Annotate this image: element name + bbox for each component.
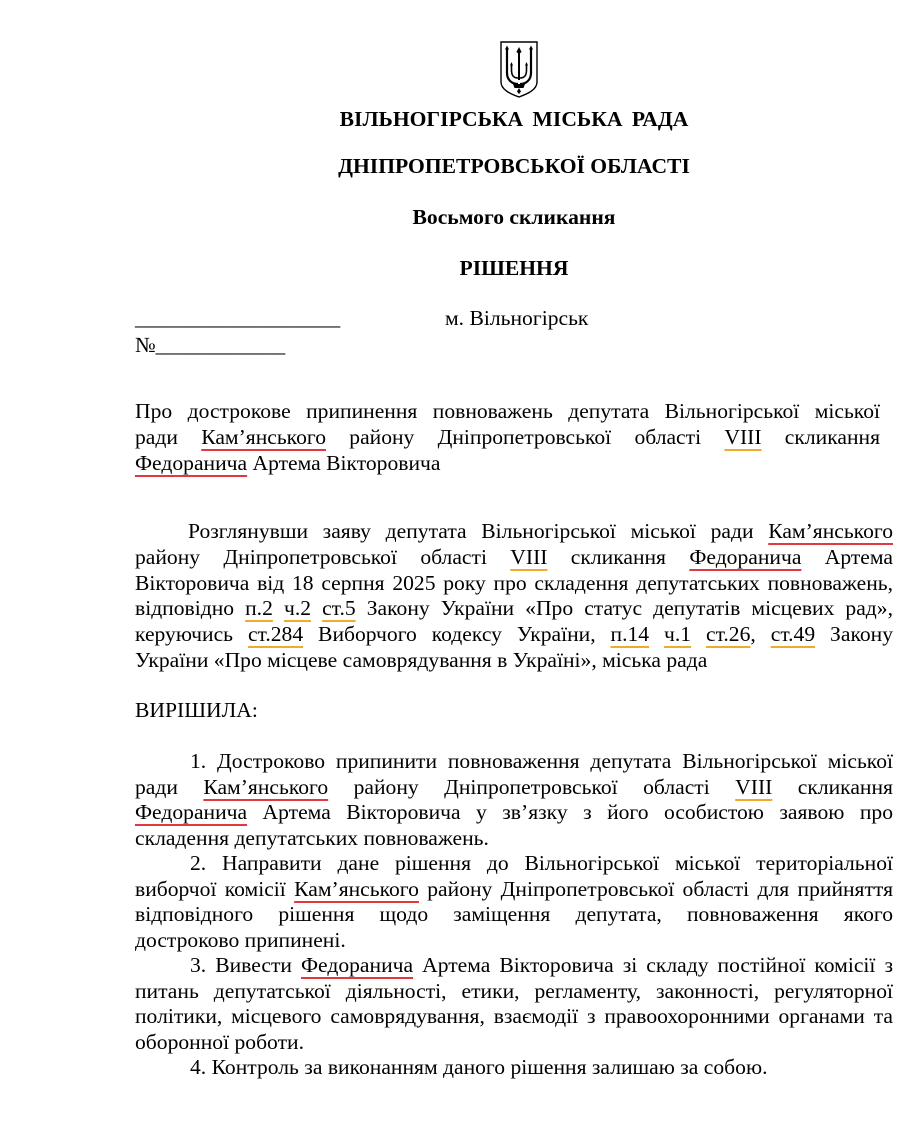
date-field: ___________________ (135, 306, 341, 330)
region-name: ДНІПРОПЕТРОВСЬКОЇ ОБЛАСТІ (338, 154, 690, 178)
text-run: 3. Вивести (190, 953, 301, 977)
text-line (135, 648, 893, 674)
text-run: Закону (815, 622, 893, 647)
text-run: Про дострокове припинення повноважень депутата Вільногірської міської (135, 399, 880, 423)
proofing-flagged-word[interactable]: ч.2 (283, 596, 312, 621)
text-line (135, 775, 893, 801)
proofing-flagged-word[interactable]: VIII (510, 544, 548, 569)
preamble-paragraph (135, 519, 893, 674)
text-line (135, 545, 893, 571)
proofing-flagged-word[interactable]: Федоранича (689, 544, 802, 569)
text-run (649, 622, 664, 646)
text-run: політики, місцевого самоврядування, взаємодії з правоохоронними органами та (135, 1004, 893, 1028)
text-run: району Дніпропетровської області (326, 425, 725, 449)
proofing-flagged-word[interactable]: Кам’янського (201, 425, 326, 449)
text-run: , (750, 622, 771, 647)
proofing-flagged-word[interactable]: ч.1 (664, 622, 692, 647)
text-line (135, 622, 893, 648)
text-run (273, 596, 284, 620)
proofing-flagged-word[interactable]: ст.49 (770, 622, 816, 647)
text-line (135, 450, 880, 476)
text-line (135, 398, 880, 424)
text-run: району Дніпропетровської області (135, 544, 511, 569)
text-line (135, 1030, 893, 1056)
proofing-flagged-word[interactable]: ст.5 (322, 596, 356, 621)
decision-item-1 (135, 749, 893, 851)
text-line (135, 979, 893, 1005)
proofing-flagged-word[interactable]: Кам’янського (203, 774, 329, 799)
proofing-flagged-word[interactable]: ст.26 (706, 622, 751, 647)
text-run: Виборчого кодексу України, (303, 622, 611, 647)
text-run: України «Про місцеве самоврядування в Україні», міська рада (135, 647, 708, 672)
resolution-heading: ВИРІШИЛА: (135, 698, 258, 722)
proofing-flagged-word[interactable]: Кам’янського (768, 519, 893, 543)
text-run: 1. Достроково припинити повноваження депутата Вільногірської міської (190, 749, 893, 773)
decision-subject (135, 398, 880, 476)
text-line (135, 851, 893, 877)
decision-item-4 (135, 1055, 893, 1081)
text-run: району Дніпропетровської області для прийняття (418, 876, 894, 901)
text-line (135, 424, 880, 450)
text-line (135, 902, 893, 928)
text-run: виборчої комісії (135, 876, 295, 901)
text-line (135, 800, 893, 826)
document-type-title: РІШЕННЯ (459, 256, 569, 280)
text-run: оборонної роботи. (135, 1029, 304, 1054)
text-line (135, 519, 893, 545)
decision-item-2 (135, 851, 893, 953)
proofing-flagged-word[interactable]: ст.284 (247, 622, 304, 647)
proofing-flagged-word[interactable]: Кам’янського (294, 876, 419, 901)
proofing-flagged-word[interactable]: п.14 (610, 622, 650, 647)
text-run: відповідно (135, 596, 246, 621)
text-run: скликання (547, 544, 690, 569)
text-run: відповідного рішення щодо заміщення депутата, повноваження якого (135, 902, 893, 926)
proofing-flagged-word[interactable]: Федоранича (300, 953, 414, 977)
convocation-label: Восьмого скликання (412, 205, 616, 229)
text-run: питань депутатської діяльності, етики, регламенту, законності, регуляторної (135, 978, 893, 1003)
text-line (135, 877, 893, 903)
text-run (311, 596, 322, 620)
text-line (135, 596, 893, 622)
council-name: ВІЛЬНОГІРСЬКА МІСЬКА РАДА (339, 107, 689, 131)
text-run: керуючись (135, 622, 248, 647)
city-label: м. Вільногірськ (445, 306, 589, 330)
text-run: Розглянувши заяву депутата Вільногірської міської ради (188, 519, 769, 543)
text-run: Вікторовича від 18 серпня 2025 року про складення депутатських повноважень, (135, 570, 893, 595)
text-run: 2. Направити дане рішення до Вільногірської міської територіальної (190, 851, 893, 875)
text-run: Артема Вікторовича у зв’язку з його особистою заявою про (247, 800, 893, 824)
text-run: Артема Вікторовича зі складу постійної комісії з (413, 953, 893, 977)
text-run: ради (135, 425, 202, 449)
number-field: №____________ (135, 333, 286, 357)
text-line (135, 826, 893, 852)
text-run: району Дніпропетровської області (328, 774, 736, 799)
text-run: 4. Контроль за виконанням даного рішення залишаю за собою. (190, 1055, 768, 1079)
coat-of-arms-icon (499, 40, 539, 98)
text-run (691, 622, 706, 646)
text-line (135, 1004, 893, 1030)
text-run: достроково припинені. (135, 927, 346, 952)
text-run: складення депутатських повноважень. (135, 825, 489, 850)
proofing-flagged-word[interactable]: VIII (724, 425, 762, 449)
text-run: скликання (772, 774, 893, 799)
decision-items (135, 749, 893, 1081)
text-line (135, 1055, 893, 1081)
text-run: Артема (801, 544, 893, 569)
text-run: Закону України «Про статус депутатів місцевих рад», (355, 596, 893, 621)
text-line (135, 749, 893, 775)
proofing-flagged-word[interactable]: Федоранича (135, 800, 248, 824)
text-line (135, 571, 893, 597)
decision-item-3 (135, 953, 893, 1055)
text-run: ради (135, 774, 204, 799)
proofing-flagged-word[interactable]: п.2 (245, 596, 273, 621)
text-line (135, 953, 893, 979)
proofing-flagged-word[interactable]: VIII (735, 774, 773, 799)
text-line (135, 928, 893, 954)
text-run: Артема Вікторовича (247, 451, 441, 475)
proofing-flagged-word[interactable]: Федоранича (135, 451, 248, 475)
text-run: скликання (761, 425, 880, 449)
